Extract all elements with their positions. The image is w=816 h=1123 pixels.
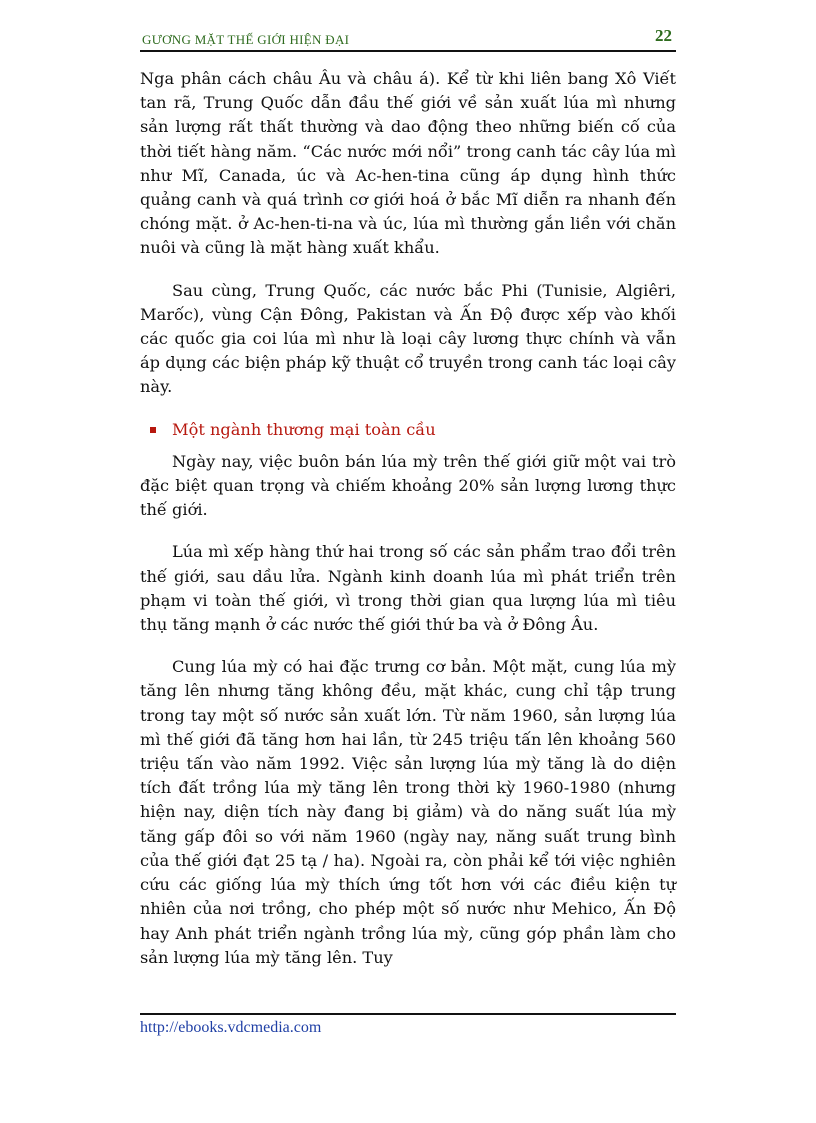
square-bullet-icon bbox=[150, 427, 156, 433]
page-number: 22 bbox=[655, 26, 672, 45]
running-title: GƯƠNG MẶT THẾ GIỚI HIỆN ĐẠI bbox=[142, 32, 350, 47]
footer-link[interactable]: http://ebooks.vdcmedia.com bbox=[140, 1019, 322, 1036]
page-footer bbox=[140, 1013, 676, 1037]
page-header bbox=[140, 28, 676, 52]
section-heading-text: Một ngành thương mại toàn cầu bbox=[172, 419, 436, 439]
paragraph-4: Lúa mì xếp hàng thứ hai trong số các sản phẩm trao đổi trên thế giới, sau dầu lửa. Ngành kinh doanh lúa mì phát triển trên phạm vi toàn thế giới, vì trong thời gian qua lượng lúa mì tiêu thụ tăng mạnh ở các nước thế giới thứ ba và ở Đông Âu. bbox=[140, 542, 676, 635]
paragraph-3: Ngày nay, việc buôn bán lúa mỳ trên thế giới giữ một vai trò đặc biệt quan trọng và chiếm khoảng 20% sản lượng lương thực thế giới. bbox=[140, 451, 676, 520]
paragraph-2: Sau cùng, Trung Quốc, các nước bắc Phi (Tunisie, Algiêri, Marốc), vùng Cận Đông, Pakistan và Ấn Độ được xếp vào khối các quốc gia coi lúa mì như là loại cây lương thực chính và vẫn áp dụng các biện pháp kỹ thuật cổ truyền trong canh tác loại cây này. bbox=[140, 280, 676, 397]
section-heading bbox=[140, 418, 676, 442]
body-text bbox=[140, 67, 676, 988]
paragraph-1: Nga phân cách châu Âu và châu á). Kể từ khi liên bang Xô Viết tan rã, Trung Quốc dẫn đầu thế giới về sản xuất lúa mì nhưng sản lượng rất thất thường và dao động theo những biến cố của thời tiết hàng năm. “Các nước mới nổi” trong canh tác cây lúa mì như Mĩ, Canada, úc và Ac-hen-tina cũng áp dụng hình thức quảng canh và quá trình cơ giới hoá ở bắc Mĩ diễn ra nhanh đến chóng mặt. ở Ac-hen-ti-na và úc, lúa mì thường gắn liền với chăn nuôi và cũng là mặt hàng xuất khẩu. bbox=[140, 69, 676, 258]
paragraph-5: Cung lúa mỳ có hai đặc trưng cơ bản. Một mặt, cung lúa mỳ tăng lên nhưng tăng không đều, mặt khác, cung chỉ tập trung trong tay một số nước sản xuất lớn. Từ năm 1960, sản lượng lúa mì thế giới đã tăng hơn hai lần, từ 245 triệu tấn lên khoảng 560 triệu tấn vào năm 1992. Việc sản lượng lúa mỳ tăng là do diện tích đất trồng lúa mỳ tăng lên trong thời kỳ 1960-1980 (nhưng hiện nay, diện tích này đang bị giảm) và do năng suất lúa mỳ tăng gấp đôi so với năm 1960 (ngày nay, năng suất trung bình của thế giới đạt 25 tạ / ha). Ngoài ra, còn phải kể tới việc nghiên cứu các giống lúa mỳ thích ứng tốt hơn với các điều kiện tự nhiên của nơi trồng, cho phép một số nước như Mehico, Ấn Độ hay Anh phát triển ngành trồng lúa mỳ, cũng góp phần làm cho sản lượng lúa mỳ tăng lên. Tuy bbox=[140, 657, 676, 967]
